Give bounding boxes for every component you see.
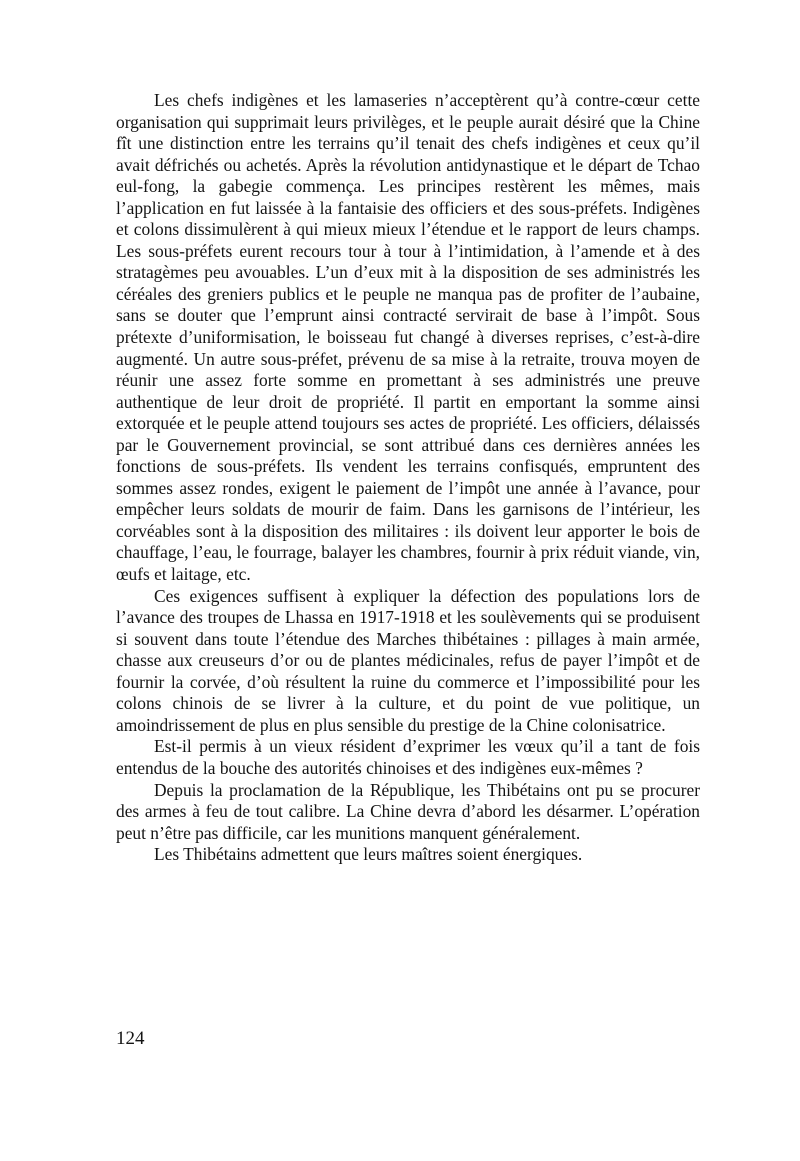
paragraph-2: Ces exigences suffisent à expliquer la défection des populations lors de l’avance des troupes de Lhassa en 1917-1918 et les soulèvements qui se produisent si souvent dans toute l’étendue des Marches thibétaines : pillages à main armée, chasse aux creuseurs d’or ou de plantes médicinales, refus de payer l’impôt et de fournir la corvée, d’où résultent la ruine du commerce et l’impossibilité pour les colons chinois de se livrer à la culture, et du point de vue politique, un amoindrissement de plus en plus sensible du prestige de la Chine colonisatrice. (116, 585, 700, 735)
paragraph-5: Les Thibétains admettent que leurs maîtres soient énergiques. (154, 844, 583, 865)
page-text (116, 90, 700, 866)
paragraph-1: Les chefs indigènes et les lamaseries n’acceptèrent qu’à contre-cœur cette organisation qui supprimait leurs privilèges, et le peuple aurait désiré que la Chine fît une distinction entre les terrains qu’il tenait des chefs indigènes et ceux qu’il avait défrichés ou achetés. Après la révolution antidynastique et le départ de Tchao eul-fong, la gabegie commença. Les principes restèrent les mêmes, mais l’application en fut laissée à la fantaisie des officiers et des sous-préfets. Indigènes et colons dissimulèrent à qui mieux mieux l’étendue et le rapport de leurs champs. Les sous-préfets eurent recours tour à tour à l’intimidation, à l’amende et à des stratagèmes peu avouables. L’un d’eux mit à la disposition de ses administrés les céréales des greniers publics et le peuple ne manqua pas de profiter de l’aubaine, sans se douter que l’emprunt ainsi contracté servirait de base à l’impôt. Sous prétexte d’uniformisation, le boisseau fut changé à diverses reprises, c’est-à-dire augmenté. Un autre sous-préfet, prévenu de sa mise à la retraite, trouva moyen de réunir une assez forte somme en promettant à ses administrés une preuve authentique de leur droit de propriété. Il partit en emportant la somme ainsi extorquée et le peuple attend toujours ses actes de propriété. Les officiers, délaissés par le Gouvernement provincial, se sont attribué dans ces dernières années les fonctions de sous-préfets. Ils vendent les terrains confisqués, empruntent des sommes assez rondes, exigent le paiement de l’impôt une année à l’avance, pour empêcher leurs soldats de mourir de faim. Dans les garnisons de l’intérieur, les corvéables sont à la disposition des militaires : ils doivent leur apporter le bois de chauffage, l’eau, le fourrage, balayer les chambres, fournir à prix réduit viande, vin, œufs et laitage, etc. (116, 90, 700, 585)
paragraph-3: Est-il permis à un vieux résident d’exprimer les vœux qu’il a tant de fois entendus de la bouche des autorités chinoises et des indigènes eux-mêmes ? (116, 736, 700, 778)
page-number: 124 (116, 1028, 145, 1049)
paragraph-4: Depuis la proclamation de la République, les Thibétains ont pu se procurer des armes à feu de tout calibre. La Chine devra d’abord les désarmer. L’opération peut n’être pas difficile, car les munitions manquent généralement. (116, 779, 700, 843)
